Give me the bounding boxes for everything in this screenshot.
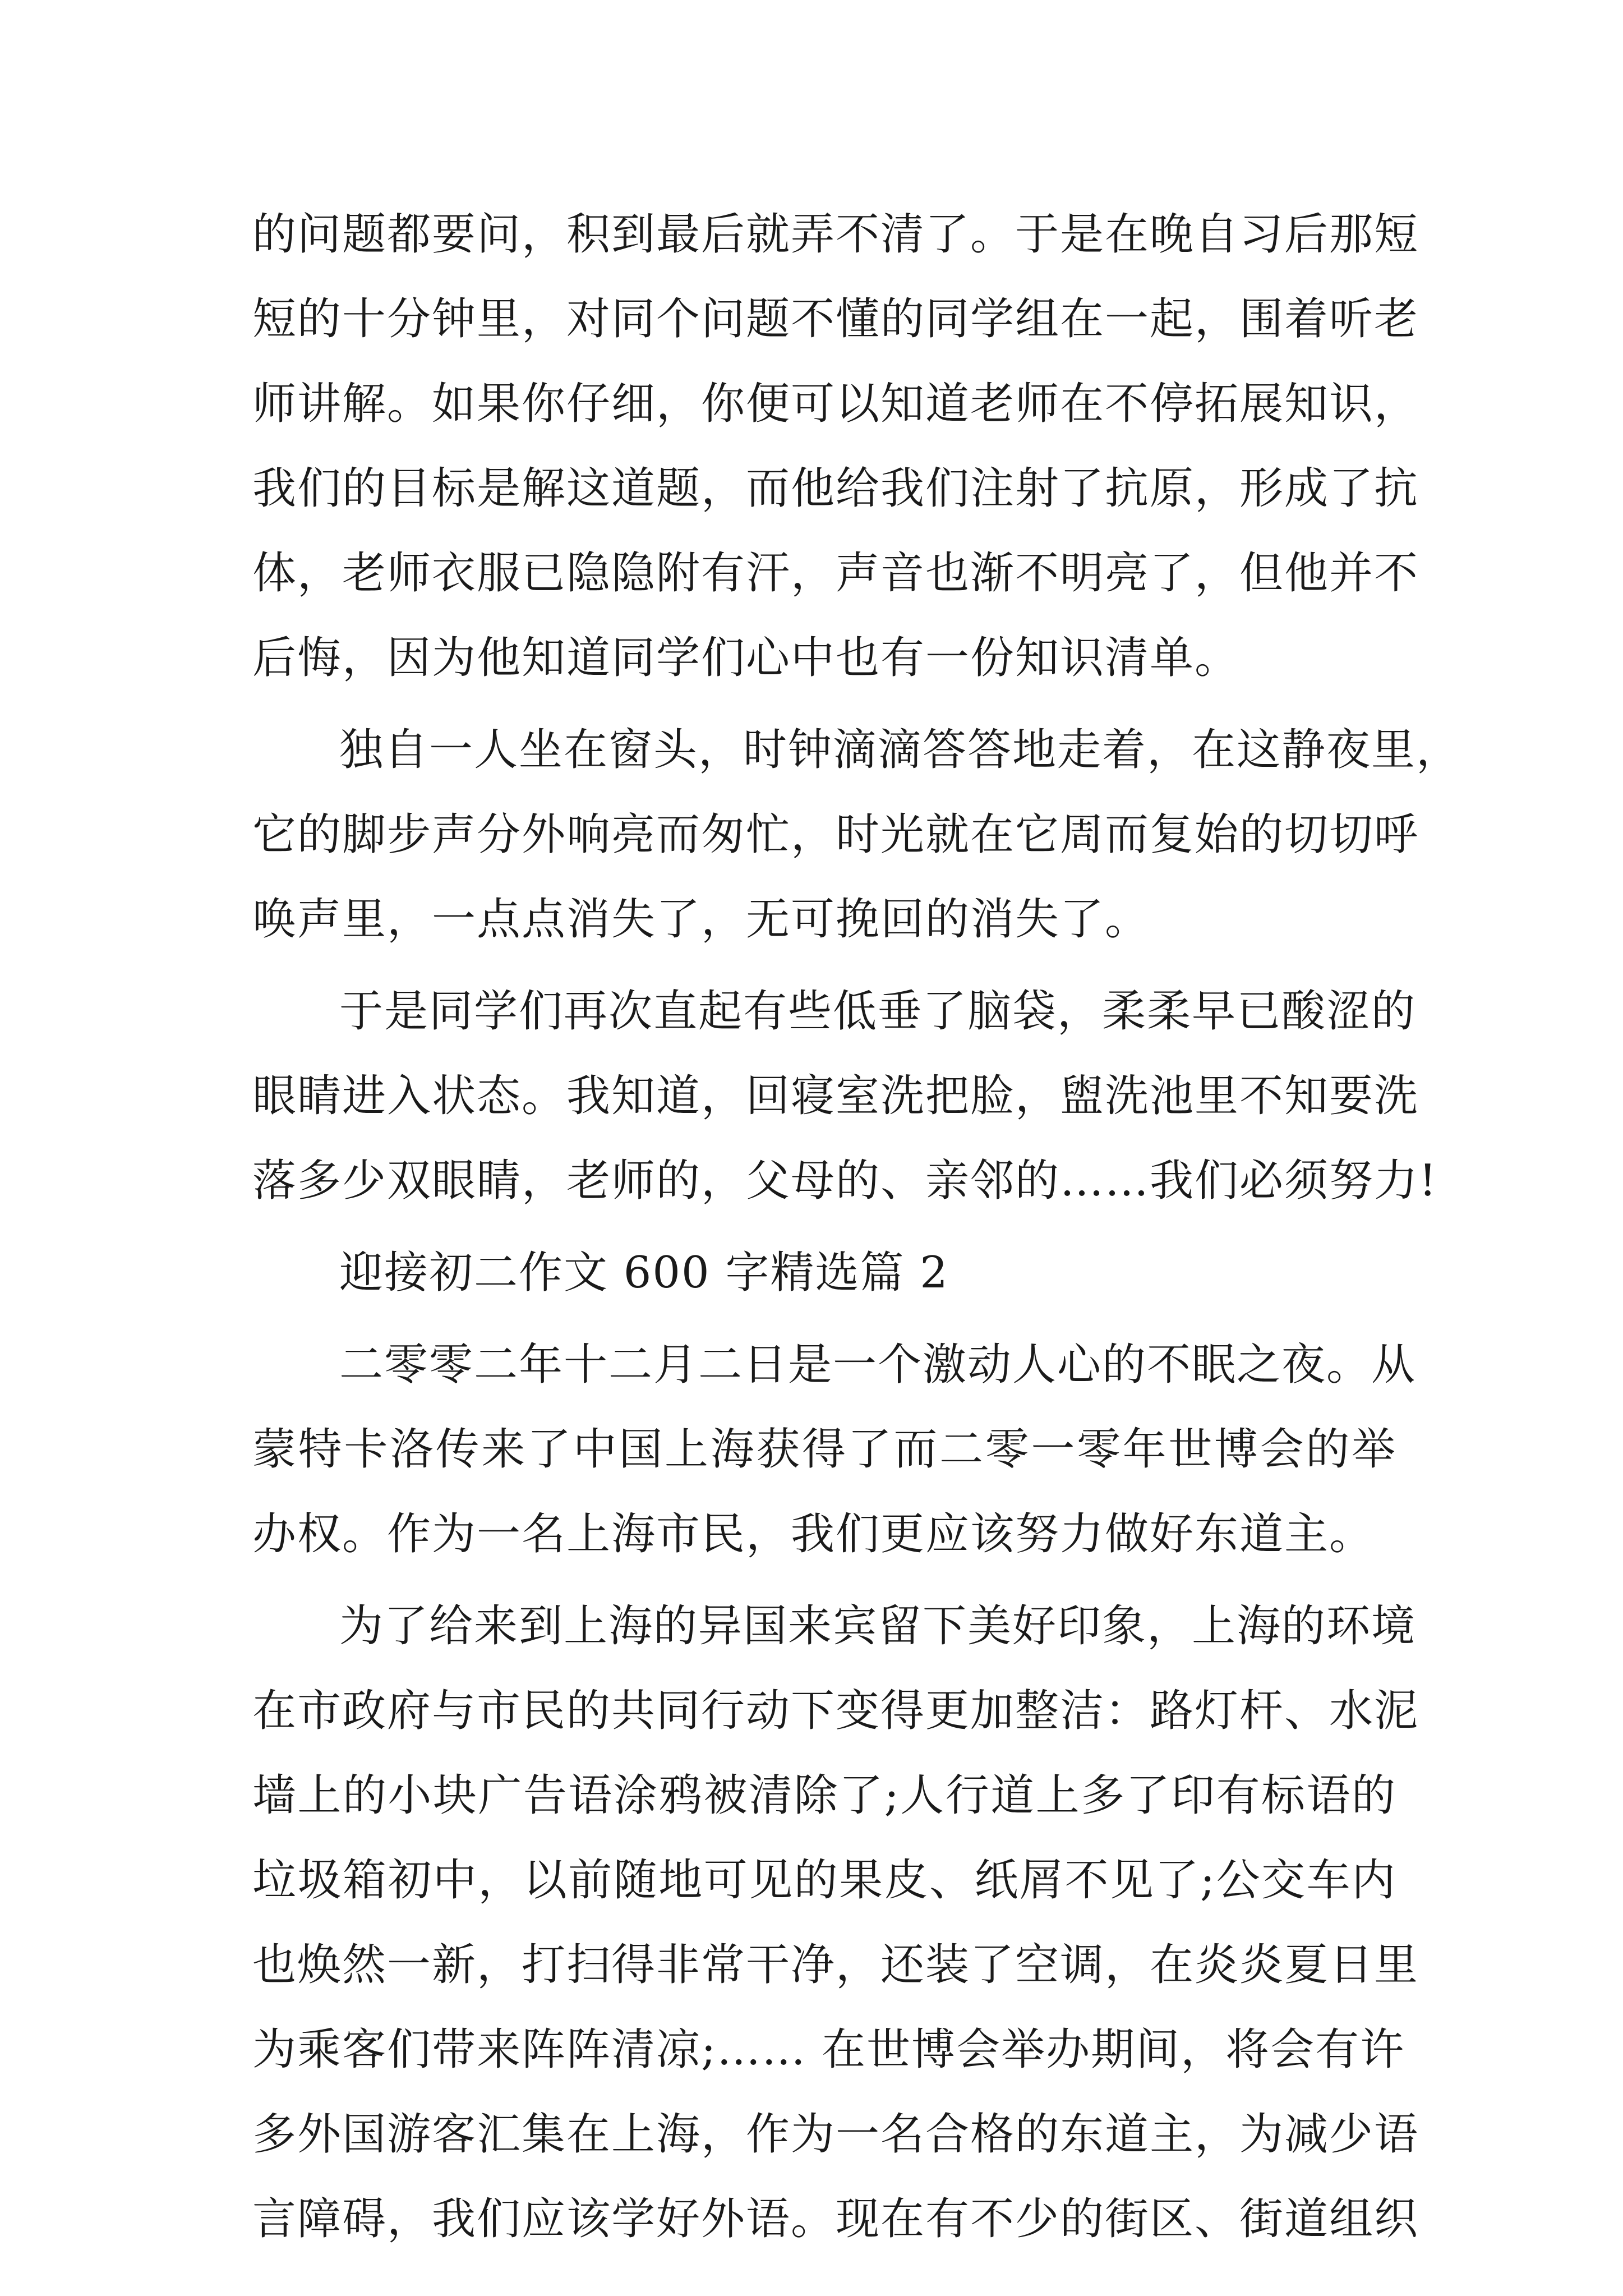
text-line: 二零零二年十二月二日是一个激动人心的不眠之夜。从 <box>339 1340 1417 1390</box>
text-line: 蒙特卡洛传来了中国上海获得了而二零一零年世博会的举 <box>252 1424 1396 1475</box>
text-line: 也焕然一新，打扫得非常干净，还装了空调，在炎炎夏日里 <box>252 1940 1419 1990</box>
text-line: 为了给来到上海的异国来宾留下美好印象，上海的环境 <box>339 1601 1417 1651</box>
text-line: 后悔，因为他知道同学们心中也有一份知识清单。 <box>252 633 1240 683</box>
text-line: 落多少双眼睛，老师的，父母的、亲邻的……我们必须努力! <box>252 1156 1438 1206</box>
text-line: 独自一人坐在窗头，时钟滴滴答答地走着，在这静夜里， <box>339 725 1461 775</box>
text-line: 于是同学们再次直起有些低垂了脑袋，柔柔早已酸涩的 <box>339 986 1417 1037</box>
text-line: 多外国游客汇集在上海，作为一名合格的东道主，为减少语 <box>252 2109 1419 2160</box>
text-line: 垃圾箱初中，以前随地可见的果皮、纸屑不见了;公交车内 <box>252 1855 1396 1906</box>
text-line: 办权。作为一名上海市民，我们更应该努力做好东道主。 <box>252 1509 1375 1559</box>
text-line: 墙上的小块广告语涂鸦被清除了;人行道上多了印有标语的 <box>252 1770 1396 1821</box>
text-line: 体，老师衣服已隐隐附有汗，声音也渐不明亮了，但他并不 <box>252 548 1419 599</box>
text-line: 它的脚步声分外响亮而匆忙，时光就在它周而复始的切切呼 <box>252 809 1419 860</box>
text-line: 眼睛进入状态。我知道，回寝室洗把脸，盥洗池里不知要洗 <box>252 1071 1419 1121</box>
text-line: 我们的目标是解这道题，而他给我们注射了抗原，形成了抗 <box>252 463 1419 514</box>
section-heading: 迎接初二作文 600 字精选篇 2 <box>339 1248 949 1298</box>
text-line: 唤声里，一点点消失了，无可挽回的消失了。 <box>252 894 1150 945</box>
text-line: 在市政府与市民的共同行动下变得更加整洁：路灯杆、水泥 <box>252 1686 1419 1736</box>
text-line: 短的十分钟里，对同个问题不懂的同学组在一起，围着听老 <box>252 294 1419 344</box>
text-line: 的问题都要问，积到最后就弄不清了。于是在晚自习后那短 <box>252 209 1419 260</box>
text-line: 言障碍，我们应该学好外语。现在有不少的街区、街道组织 <box>252 2194 1419 2244</box>
text-line: 师讲解。如果你仔细，你便可以知道老师在不停拓展知识， <box>252 379 1419 429</box>
text-line: 为乘客们带来阵阵清凉;…… 在世博会举办期间，将会有许 <box>252 2024 1405 2075</box>
